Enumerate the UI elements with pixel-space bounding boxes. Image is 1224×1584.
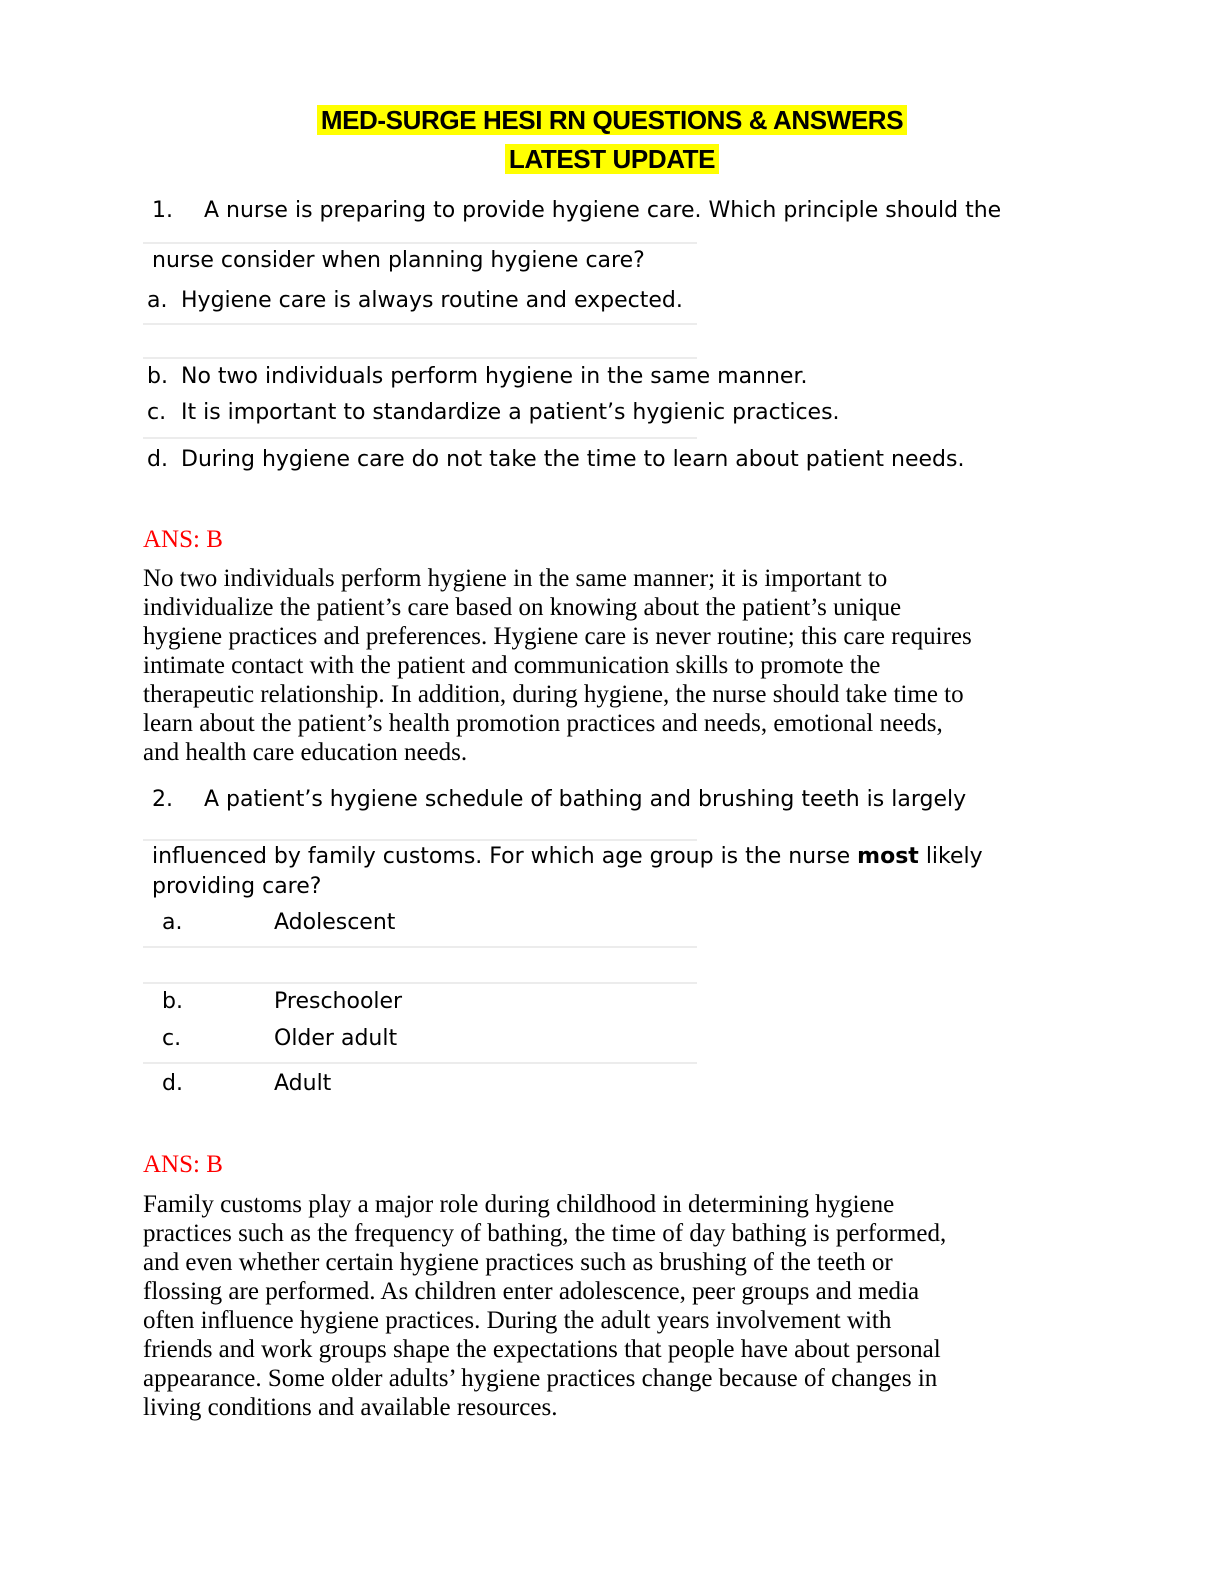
rationale-line: hygiene practices and preferences. Hygiene care is never routine; this care requires bbox=[143, 623, 972, 650]
rationale-line: flossing are performed. As children enter adolescence, peer groups and media bbox=[143, 1278, 920, 1305]
document-title-line2: LATEST UPDATE bbox=[0, 143, 1224, 175]
question-2-stem-line2 bbox=[152, 843, 983, 871]
option-letter: b. bbox=[162, 989, 183, 1014]
option-text: Preschooler bbox=[274, 989, 403, 1014]
question-2-number: 2. bbox=[152, 787, 173, 812]
question-1-option-a bbox=[147, 287, 683, 315]
question-2-stem-line3: providing care? bbox=[152, 874, 322, 899]
question-1-stem-line2: nurse consider when planning hygiene care? bbox=[152, 248, 645, 273]
table-rule bbox=[143, 323, 697, 325]
rationale-line: and even whether certain hygiene practices such as brushing of the teeth or bbox=[143, 1249, 893, 1276]
rationale-line: therapeutic relationship. In addition, during hygiene, the nurse should take time to bbox=[143, 681, 964, 708]
question-1-option-b bbox=[147, 363, 807, 391]
option-text: No two individuals perform hygiene in the same manner. bbox=[181, 364, 808, 389]
rationale-line: individualize the patient’s care based on knowing about the patient’s unique bbox=[143, 594, 902, 621]
rationale-line: practices such as the frequency of bathing, the time of day bathing is performed, bbox=[143, 1220, 947, 1247]
option-letter: b. bbox=[147, 364, 168, 389]
table-rule bbox=[143, 946, 697, 948]
question-1-stem-line1: A nurse is preparing to provide hygiene care. Which principle should the bbox=[204, 198, 1002, 223]
option-letter: c. bbox=[162, 1026, 182, 1051]
question-2-rationale bbox=[143, 1190, 946, 1422]
option-text: During hygiene care do not take the time to learn about patient needs. bbox=[181, 447, 965, 472]
option-letter: a. bbox=[147, 288, 168, 313]
option-text: Adult bbox=[274, 1071, 332, 1096]
rationale-line: living conditions and available resources. bbox=[143, 1394, 558, 1421]
option-text: It is important to standardize a patient’s hygienic practices. bbox=[181, 400, 840, 425]
question-2-option-b bbox=[162, 988, 402, 1016]
rationale-line: and health care education needs. bbox=[143, 739, 468, 766]
rationale-line: Family customs play a major role during childhood in determining hygiene bbox=[143, 1191, 895, 1218]
question-2-option-a bbox=[162, 909, 395, 937]
table-rule bbox=[143, 242, 697, 244]
option-text: Adolescent bbox=[274, 910, 396, 935]
question-2-option-d bbox=[162, 1070, 331, 1098]
rationale-line: often influence hygiene practices. During the adult years involvement with bbox=[143, 1307, 892, 1334]
option-letter: d. bbox=[162, 1071, 183, 1096]
rationale-line: friends and work groups shape the expectations that people have about personal bbox=[143, 1336, 941, 1363]
table-rule bbox=[143, 982, 697, 984]
stem-text: likely bbox=[918, 844, 983, 869]
rationale-line: learn about the patient’s health promotion practices and needs, emotional needs, bbox=[143, 710, 943, 737]
question-1-option-d bbox=[147, 446, 964, 474]
question-1-option-c bbox=[147, 399, 840, 427]
option-letter: a. bbox=[162, 910, 183, 935]
option-text: Hygiene care is always routine and expected. bbox=[181, 288, 683, 313]
rationale-line: appearance. Some older adults’ hygiene practices change because of changes in bbox=[143, 1365, 938, 1392]
question-2-stem-line1: A patient’s hygiene schedule of bathing and brushing teeth is largely bbox=[204, 787, 967, 812]
table-rule bbox=[143, 437, 697, 439]
stem-text: influenced by family customs. For which age group is the nurse bbox=[152, 844, 858, 869]
question-1-answer: ANS: B bbox=[143, 526, 223, 553]
document-title-line1: MED-SURGE HESI RN QUESTIONS & ANSWERS bbox=[0, 104, 1224, 136]
stem-emphasis: most bbox=[857, 844, 919, 869]
option-text: Older adult bbox=[274, 1026, 398, 1051]
option-letter: d. bbox=[147, 447, 168, 472]
question-1-number: 1. bbox=[152, 198, 173, 223]
option-letter: c. bbox=[147, 400, 167, 425]
table-rule bbox=[143, 357, 697, 359]
table-rule bbox=[143, 839, 697, 841]
rationale-line: intimate contact with the patient and communication skills to promote the bbox=[143, 652, 881, 679]
question-2-answer: ANS: B bbox=[143, 1151, 223, 1178]
rationale-line: No two individuals perform hygiene in the same manner; it is important to bbox=[143, 565, 888, 592]
table-rule bbox=[143, 1062, 697, 1064]
question-1-rationale bbox=[143, 564, 972, 767]
question-2-option-c bbox=[162, 1025, 397, 1053]
